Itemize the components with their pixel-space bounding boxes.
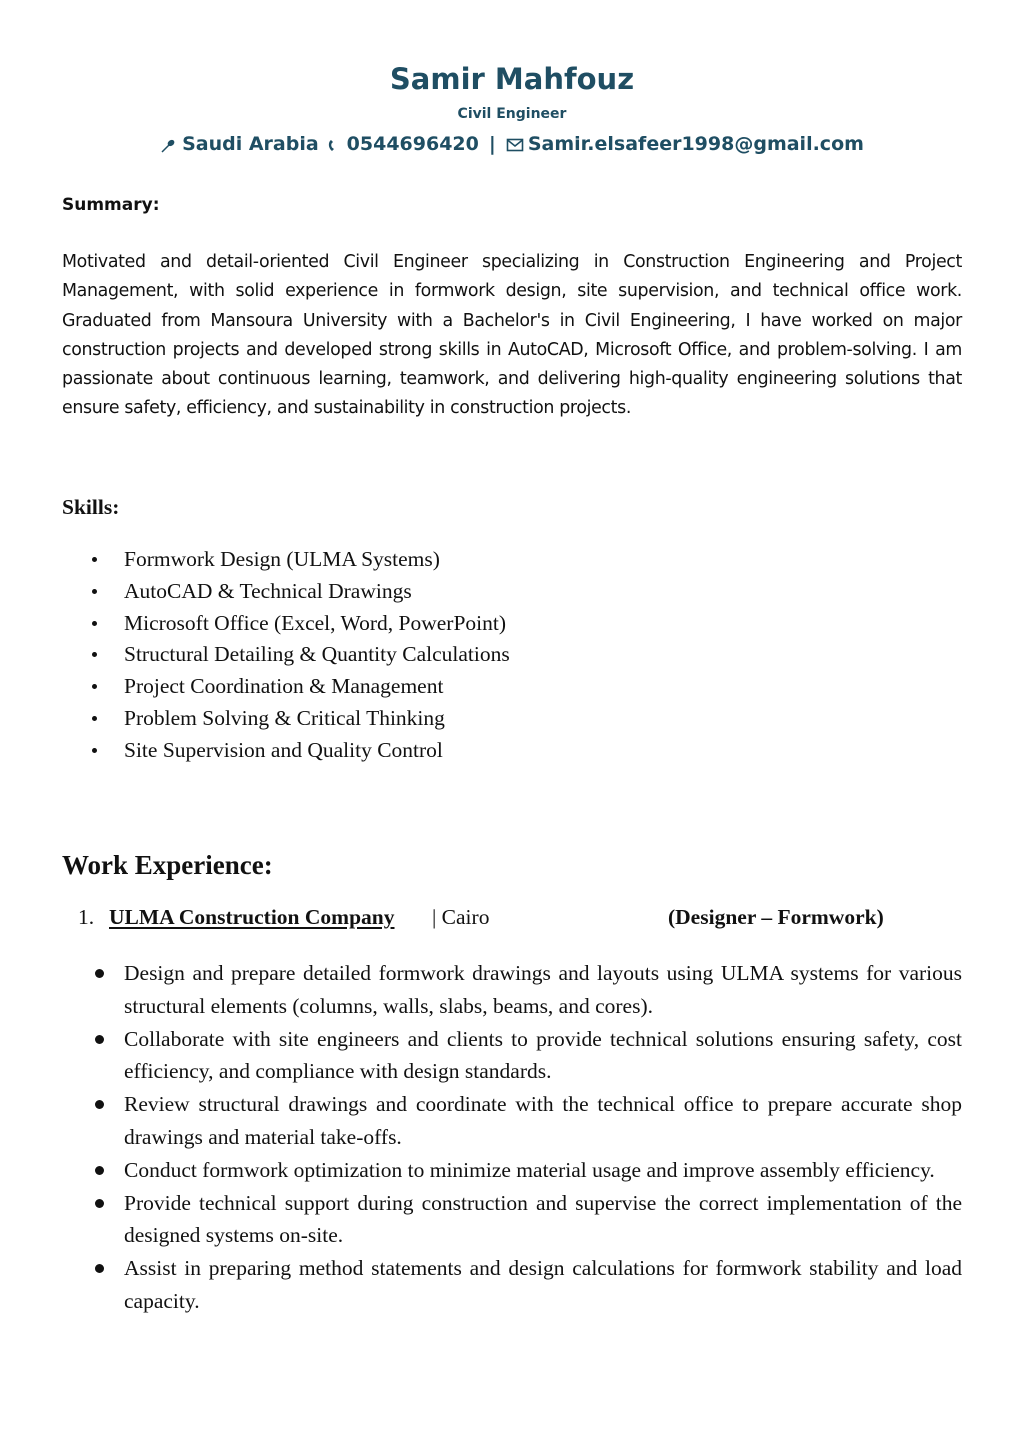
summary-text: Motivated and detail-oriented Civil Engineer specializing in Construction Engineering and Project Management, with solid experience in formwork design, site supervision, and technical office work. Graduated from Mansoura University with a Bachelor's in Civil Engineering, I have worked on major construction projects and developed strong skills in AutoCAD, Microsoft Office, and problem-solving. I am passionate about continuous learning, teamwork, and delivering high-quality engineering solutions that ensure safety, efficiency, and sustainability in construction projects. <box>62 252 962 419</box>
skill-text: AutoCAD & Technical Drawings <box>124 578 412 603</box>
skill-item <box>62 671 510 703</box>
skill-text: Project Coordination & Management <box>124 674 444 699</box>
location-pin-icon <box>160 136 176 152</box>
duty-text: Collaborate with site engineers and clients to provide technical solutions ensuring safety, cost efficiency, and compliance with design standards. <box>124 1026 962 1084</box>
duty-item <box>62 1252 962 1317</box>
bullet-icon <box>92 748 97 753</box>
skill-text: Site Supervision and Quality Control <box>124 737 443 762</box>
job-location: | Cairo <box>432 905 490 929</box>
duty-text: Provide technical support during construction and supervise the correct implementation of the designed systems on-site. <box>124 1190 962 1248</box>
bullet-icon <box>92 621 97 626</box>
bullet-icon <box>92 557 97 562</box>
job-duties-list <box>62 957 962 1318</box>
duty-item <box>62 1154 962 1187</box>
phone-number[interactable]: 0544696420 <box>346 133 479 155</box>
experience-heading: Work Experience: <box>62 850 273 880</box>
duty-item <box>62 1023 962 1088</box>
contact-line <box>0 133 1024 155</box>
summary-heading: Summary: <box>62 195 160 215</box>
bullet-icon <box>95 1035 104 1044</box>
candidate-name: Samir Mahfouz <box>389 62 635 96</box>
bullet-icon <box>92 716 97 721</box>
skill-item <box>62 576 510 608</box>
skill-text: Microsoft Office (Excel, Word, PowerPoint) <box>124 610 507 635</box>
skills-list <box>62 544 510 767</box>
job-title: Civil Engineer <box>457 106 567 122</box>
bullet-icon <box>95 1199 104 1208</box>
bullet-icon <box>95 969 104 978</box>
duty-text: Assist in preparing method statements and design calculations for formwork stability and load capacity. <box>124 1256 962 1313</box>
bullet-icon <box>92 652 97 657</box>
skills-heading: Skills: <box>62 495 120 519</box>
separator: | <box>488 133 496 155</box>
bullet-icon <box>95 1166 104 1175</box>
phone-icon <box>325 136 341 152</box>
duty-item <box>62 957 962 1022</box>
skill-text: Structural Detailing & Quantity Calculations <box>124 642 510 667</box>
job-number: 1. <box>78 905 95 929</box>
duty-item <box>62 1187 962 1252</box>
skill-item <box>62 735 510 767</box>
bullet-icon <box>95 1100 104 1109</box>
location-text: Saudi Arabia <box>182 133 319 155</box>
duty-text: Review structural drawings and coordinate with the technical office to prepare accurate shop drawings and material take-offs. <box>124 1092 962 1149</box>
skill-text: Problem Solving & Critical Thinking <box>124 705 445 730</box>
duty-item <box>62 1088 962 1153</box>
bullet-icon <box>95 1264 104 1273</box>
duty-text: Design and prepare detailed formwork drawings and layouts using ULMA systems for various structural elements (columns, walls, slabs, beams, and cores). <box>124 961 962 1018</box>
duty-text: Conduct formwork optimization to minimize material usage and improve assembly efficiency. <box>124 1157 935 1182</box>
envelope-icon <box>506 136 522 152</box>
bullet-icon <box>92 684 97 689</box>
company-name: ULMA Construction Company <box>109 905 395 929</box>
bullet-icon <box>92 589 97 594</box>
email-link[interactable]: Samir.elsafeer1998@gmail.com <box>527 133 864 155</box>
skill-item <box>62 639 510 671</box>
skill-item <box>62 608 510 640</box>
job-role: (Designer – Formwork) <box>668 905 884 929</box>
skill-item <box>62 703 510 735</box>
skill-item <box>62 544 510 576</box>
skill-text: Formwork Design (ULMA Systems) <box>124 547 440 571</box>
